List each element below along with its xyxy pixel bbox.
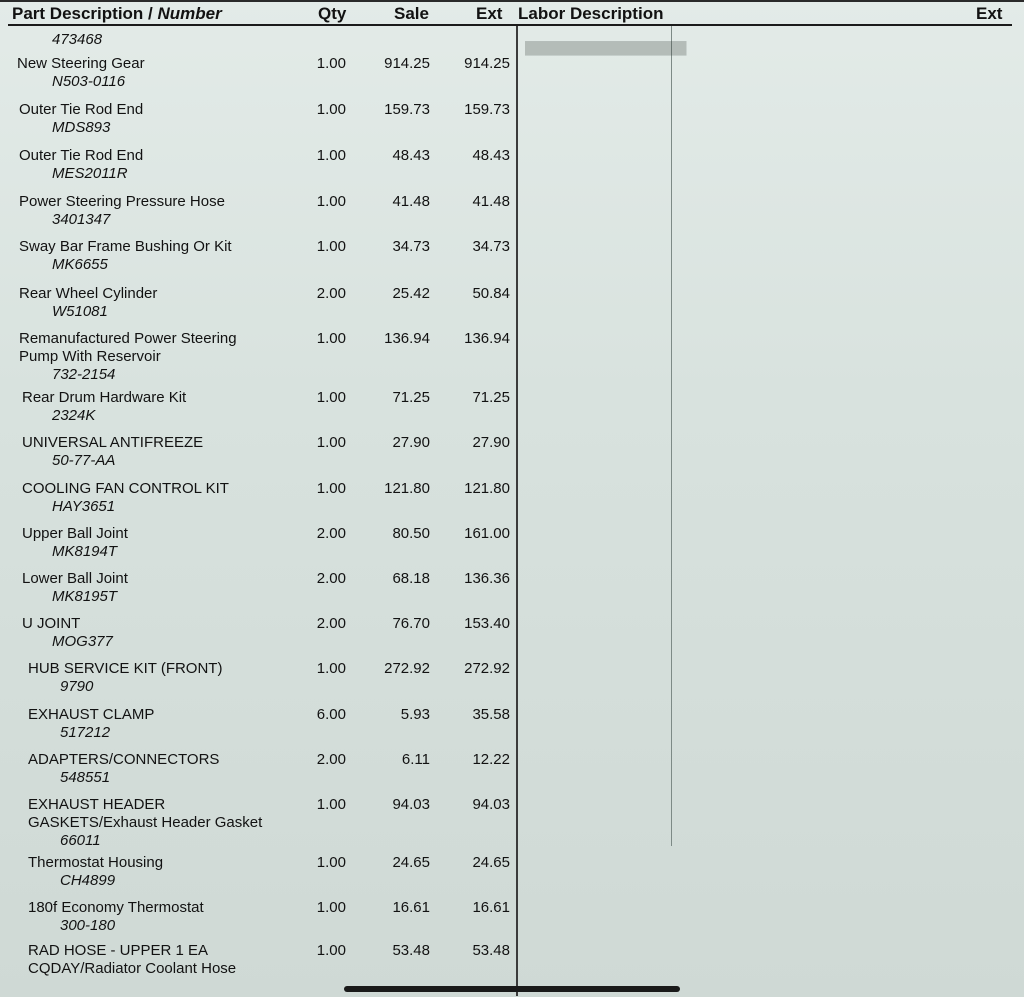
first-part-number: 473468	[52, 31, 103, 48]
header-part-description: Part Description / Number	[12, 4, 222, 23]
sale-value: 27.90	[392, 434, 430, 451]
qty-value: 2.00	[316, 615, 346, 632]
header-qty: Qty	[318, 4, 347, 23]
sale-value: 136.94	[384, 330, 430, 347]
sale-value: 121.80	[384, 480, 430, 497]
part-number: MOG377	[52, 633, 113, 650]
part-description: Rear Drum Hardware Kit	[22, 389, 187, 406]
ext-value: 35.58	[472, 706, 510, 723]
sale-value: 914.25	[384, 55, 430, 72]
ext-value: 121.80	[464, 480, 510, 497]
sale-value: 68.18	[392, 570, 430, 587]
part-number: 300-180	[60, 917, 116, 934]
qty-value: 1.00	[316, 193, 346, 210]
qty-value: 6.00	[316, 706, 346, 723]
part-description: ADAPTERS/CONNECTORS	[28, 751, 220, 768]
part-description: 180f Economy Thermostat	[28, 899, 204, 916]
qty-value: 1.00	[316, 330, 346, 347]
ext-value: 914.25	[464, 55, 510, 72]
part-description: Upper Ball Joint	[22, 525, 128, 542]
qty-value: 2.00	[316, 570, 346, 587]
part-number: CH4899	[60, 872, 116, 889]
part-number: MK6655	[52, 256, 108, 273]
sale-value: 159.73	[384, 101, 430, 118]
part-description: COOLING FAN CONTROL KIT	[22, 480, 229, 497]
qty-value: 1.00	[316, 899, 346, 916]
ext-value: 27.90	[472, 434, 510, 451]
ext-value: 50.84	[472, 285, 510, 302]
qty-value: 1.00	[316, 434, 346, 451]
part-number: N503-0116	[52, 73, 126, 90]
sale-value: 16.61	[392, 899, 430, 916]
part-description: Outer Tie Rod End	[19, 147, 144, 164]
column-divider	[516, 26, 518, 996]
sale-value: 272.92	[384, 660, 430, 677]
part-description: U JOINT	[22, 615, 81, 632]
part-description: EXHAUST HEADER GASKETS/Exhaust Header Gasket	[28, 796, 263, 831]
qty-value: 1.00	[316, 101, 346, 118]
part-number: MES2011R	[52, 165, 128, 182]
qty-value: 1.00	[316, 238, 346, 255]
ext-value: 12.22	[472, 751, 510, 768]
ext-value: 24.65	[472, 854, 510, 871]
qty-value: 1.00	[316, 147, 346, 164]
part-description: Remanufactured Power Steering Pump With Reservoir	[19, 330, 237, 365]
part-description: Rear Wheel Cylinder	[19, 285, 158, 302]
sale-value: 53.48	[392, 942, 430, 959]
part-number: MK8195T	[52, 588, 118, 605]
qty-value: 1.00	[316, 480, 346, 497]
ext-value: 272.92	[464, 660, 510, 677]
header-sale: Sale	[394, 4, 429, 23]
part-description: Sway Bar Frame Bushing Or Kit	[19, 238, 232, 255]
part-number: 732-2154	[52, 366, 116, 383]
qty-value: 2.00	[316, 525, 346, 542]
ext-value: 136.94	[464, 330, 510, 347]
part-description: Thermostat Housing	[28, 854, 164, 871]
ext-value: 153.40	[464, 615, 510, 632]
part-description: RAD HOSE - UPPER 1 EA CQDAY/Radiator Coolant Hose	[28, 942, 237, 977]
qty-value: 1.00	[316, 389, 346, 406]
qty-value: 2.00	[316, 751, 346, 768]
sale-value: 76.70	[392, 615, 430, 632]
header-rule	[8, 24, 1012, 26]
ext-value: 159.73	[464, 101, 510, 118]
ext-value: 53.48	[472, 942, 510, 959]
part-description: UNIVERSAL ANTIFREEZE	[22, 434, 204, 451]
ext-value: 94.03	[472, 796, 510, 813]
ext-value: 48.43	[472, 147, 510, 164]
show-through-text: ███████████████████	[525, 41, 687, 55]
qty-value: 1.00	[316, 854, 346, 871]
ext-value: 16.61	[472, 899, 510, 916]
sale-value: 80.50	[392, 525, 430, 542]
labor-column-divider	[671, 26, 672, 846]
sale-value: 5.93	[400, 706, 430, 723]
header-ext: Ext	[476, 4, 503, 23]
header-ext-labor: Ext	[976, 4, 1003, 23]
sale-value: 94.03	[392, 796, 430, 813]
part-number: MDS893	[52, 119, 111, 136]
scroll-indicator[interactable]	[344, 986, 680, 992]
header-labor-description: Labor Description	[518, 4, 664, 23]
ext-value: 136.36	[464, 570, 510, 587]
part-number: HAY3651	[52, 498, 116, 515]
ext-value: 34.73	[472, 238, 510, 255]
part-number: 50-77-AA	[52, 452, 116, 469]
ext-value: 71.25	[472, 389, 510, 406]
qty-value: 2.00	[316, 285, 346, 302]
part-number: 517212	[60, 724, 111, 741]
part-number: 3401347	[52, 211, 111, 228]
part-description: New Steering Gear	[17, 55, 145, 72]
part-description: HUB SERVICE KIT (FRONT)	[28, 660, 223, 677]
part-description: Lower Ball Joint	[22, 570, 128, 587]
part-number: 548551	[60, 769, 111, 786]
qty-value: 1.00	[316, 55, 346, 72]
part-description: Power Steering Pressure Hose	[19, 193, 225, 210]
sale-value: 6.11	[401, 751, 430, 768]
part-number: W51081	[52, 303, 108, 320]
ext-value: 41.48	[472, 193, 510, 210]
sale-value: 48.43	[392, 147, 430, 164]
part-number: 66011	[60, 832, 101, 849]
part-description: EXHAUST CLAMP	[28, 706, 155, 723]
qty-value: 1.00	[316, 942, 346, 959]
sale-value: 71.25	[392, 389, 430, 406]
sale-value: 34.73	[392, 238, 430, 255]
sale-value: 24.65	[392, 854, 430, 871]
qty-value: 1.00	[316, 796, 346, 813]
part-description: Outer Tie Rod End	[19, 101, 144, 118]
qty-value: 1.00	[316, 660, 346, 677]
sale-value: 25.42	[392, 285, 430, 302]
top-rule	[0, 0, 1024, 2]
part-number: 2324K	[52, 407, 96, 424]
ext-value: 161.00	[464, 525, 510, 542]
part-number: MK8194T	[52, 543, 118, 560]
part-number: 9790	[60, 678, 94, 695]
sale-value: 41.48	[392, 193, 430, 210]
